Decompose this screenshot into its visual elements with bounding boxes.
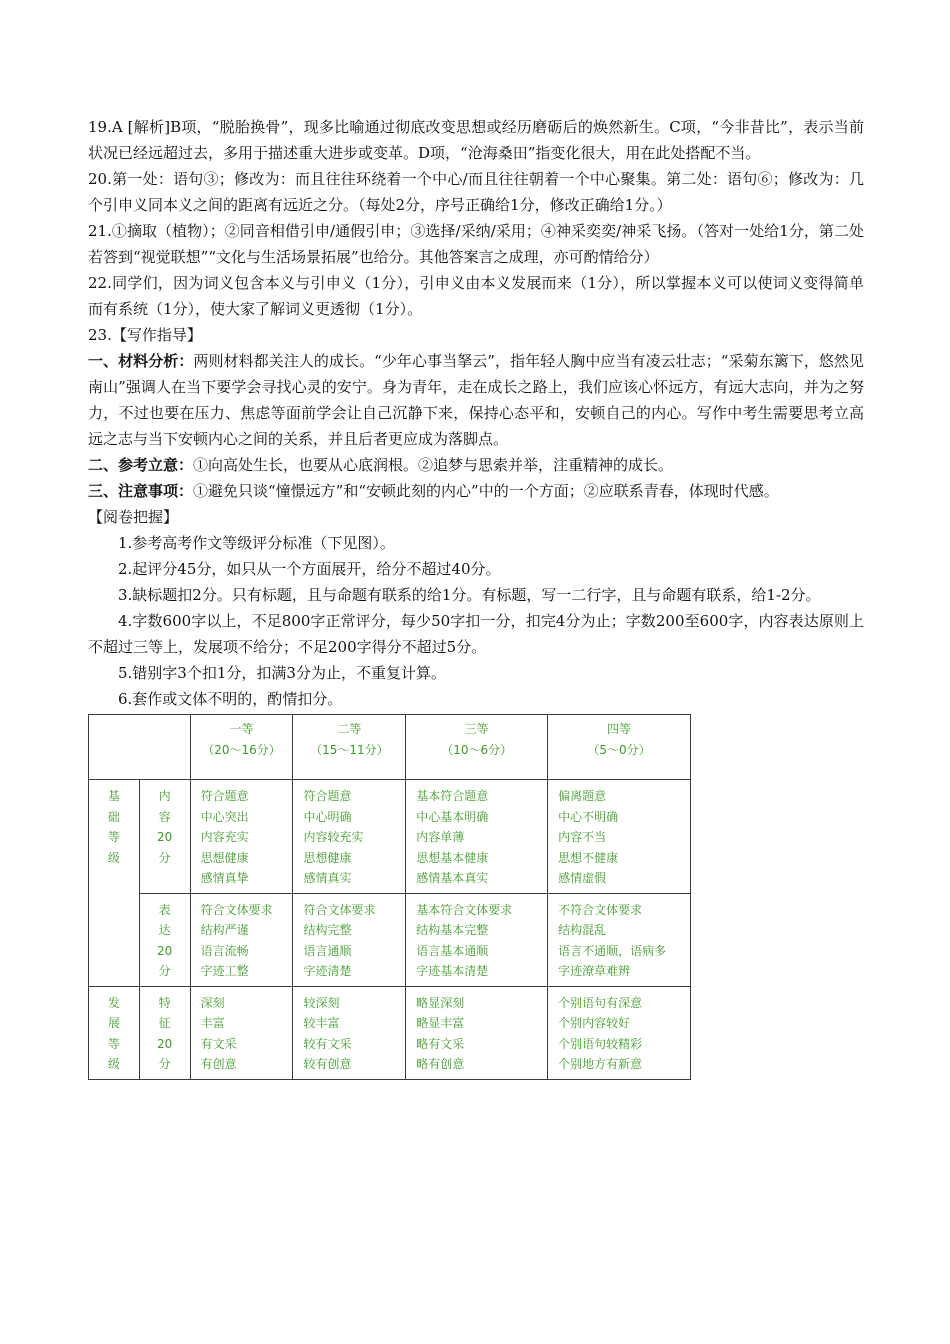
feature-cell: 个别语句有深意 个别内容较好 个别语句较精彩 个别地方有新意 bbox=[548, 986, 691, 1079]
content-label: 内 容 20 分 bbox=[139, 780, 190, 894]
material-analysis bbox=[88, 348, 864, 452]
notes-label: 三、注意事项： bbox=[88, 482, 194, 500]
grade-header: 二等 （15～11分） bbox=[293, 715, 406, 780]
grading-rule: 6.套作或文体不明的，酌情扣分。 bbox=[118, 690, 343, 708]
content-cell: 基本符合题意 中心基本明确 内容单薄 思想基本健康 感情基本真实 bbox=[406, 780, 548, 894]
content-cell: 偏离题意 中心不明确 内容不当 思想不健康 感情虚假 bbox=[548, 780, 691, 894]
rubric-content-row bbox=[89, 780, 691, 894]
answer-23-title: 23.【写作指导】 bbox=[88, 326, 202, 344]
grade-header: 一等 （20～16分） bbox=[190, 715, 293, 780]
expression-cell: 符合文体要求 结构完整 语言通顺 字迹清楚 bbox=[293, 893, 406, 986]
rubric-expression-row bbox=[89, 893, 691, 986]
material-analysis-label: 一、材料分析： bbox=[88, 352, 194, 370]
answer-20: 20.第一处：语句③；修改为：而且往往环绕着一个中心/而且往往朝着一个中心聚集。第二处：语句⑥；修改为：几个引申义同本义之间的距离有远近之分。（每处2分，序号正确给1分，修改正确给1分。） bbox=[88, 170, 864, 214]
answer-19: 19.A [解析]B项，“脱胎换骨”，现多比喻通过彻底改变思想或经历磨砺后的焕然新生。C项，“今非昔比”，表示当前状况已经远超过去，多用于描述重大进步或变革。D项，“沧海桑田”指变化很大，用在此处搭配不当。 bbox=[88, 118, 864, 162]
answer-21: 21.①摘取（植物）；②同音相借引申/通假引申；③选择/采纳/采用；④神采奕奕/神采飞扬。（答对一处给1分，第二处若答到“视觉联想”“文化与生活场景拓展”也给分。其他答案言之成理，亦可酌情给分） bbox=[88, 222, 864, 266]
reference-theme-text: ①向高处生长，也要从心底润根。②追梦与思索并举，注重精神的成长。 bbox=[193, 456, 674, 474]
grade-header: 三等 （10～6分） bbox=[406, 715, 548, 780]
grading-rule: 5.错别字3个扣1分，扣满3分为止，不重复计算。 bbox=[118, 664, 446, 682]
grading-title: 【阅卷把握】 bbox=[88, 508, 179, 526]
notes bbox=[88, 478, 864, 504]
reference-theme bbox=[88, 452, 864, 478]
grading-rubric-table bbox=[88, 714, 691, 1080]
notes-text: ①避免只谈“憧憬远方”和“安顿此刻的内心”中的一个方面；②应联系青春，体现时代感。 bbox=[193, 482, 779, 500]
grade-header: 四等 （5～0分） bbox=[548, 715, 691, 780]
content-cell: 符合题意 中心明确 内容较充实 思想健康 感情真实 bbox=[293, 780, 406, 894]
grading-rule: 1.参考高考作文等级评分标准（下见图）。 bbox=[118, 534, 395, 552]
development-level-label: 发 展 等 级 bbox=[89, 986, 140, 1079]
rubric-header-row bbox=[89, 715, 691, 780]
feature-cell: 深刻 丰富 有文采 有创意 bbox=[190, 986, 293, 1079]
expression-cell: 符合文体要求 结构严谨 语言流畅 字迹工整 bbox=[190, 893, 293, 986]
grading-rule: 4.字数600字以上，不足800字正常评分，每少50字扣一分，扣完4分为止；字数200至600字，内容表达原则上不超过三等上，发展项不给分；不足200字得分不超过5分。 bbox=[88, 612, 864, 656]
feature-cell: 较深刻 较丰富 较有文采 较有创意 bbox=[293, 986, 406, 1079]
reference-theme-label: 二、参考立意： bbox=[88, 456, 194, 474]
feature-label: 特 征 20 分 bbox=[139, 986, 190, 1079]
grading-rule: 3.缺标题扣2分。只有标题，且与命题有联系的给1分。有标题，写一二行字，且与命题有联系，给1-2分。 bbox=[118, 586, 821, 604]
rubric-feature-row bbox=[89, 986, 691, 1079]
expression-cell: 不符合文体要求 结构混乱 语言不通顺，语病多 字迹潦草难辨 bbox=[548, 893, 691, 986]
expression-cell: 基本符合文体要求 结构基本完整 语言基本通顺 字迹基本清楚 bbox=[406, 893, 548, 986]
material-analysis-text: 两则材料都关注人的成长。“少年心事当拏云”，指年轻人胸中应当有凌云壮志；“采菊东篱下，悠然见南山”强调人在当下要学会寻找心灵的安宁。身为青年，走在成长之路上，我们应该心怀远方，有远大志向，并为之努力，不过也要在压力、焦虑等面前学会让自己沉静下来，保持心态平和，安顿自己的内心。写作中考生需要思考立高远之志与当下安顿内心之间的关系，并且后者更应成为落脚点。 bbox=[88, 352, 864, 448]
rubric-corner-cell bbox=[89, 715, 191, 780]
content-cell: 符合题意 中心突出 内容充实 思想健康 感情真挚 bbox=[190, 780, 293, 894]
answer-page bbox=[88, 114, 864, 1080]
expression-label: 表 达 20 分 bbox=[139, 893, 190, 986]
feature-cell: 略显深刻 略显丰富 略有文采 略有创意 bbox=[406, 986, 548, 1079]
basic-level-label: 基 础 等 级 bbox=[89, 780, 140, 987]
answer-22: 22.同学们，因为词义包含本义与引申义（1分），引申义由本义发展而来（1分），所以掌握本义可以使词义变得简单而有系统（1分），使大家了解词义更透彻（1分）。 bbox=[88, 274, 864, 318]
grading-rule: 2.起评分45分，如只从一个方面展开，给分不超过40分。 bbox=[118, 560, 501, 578]
